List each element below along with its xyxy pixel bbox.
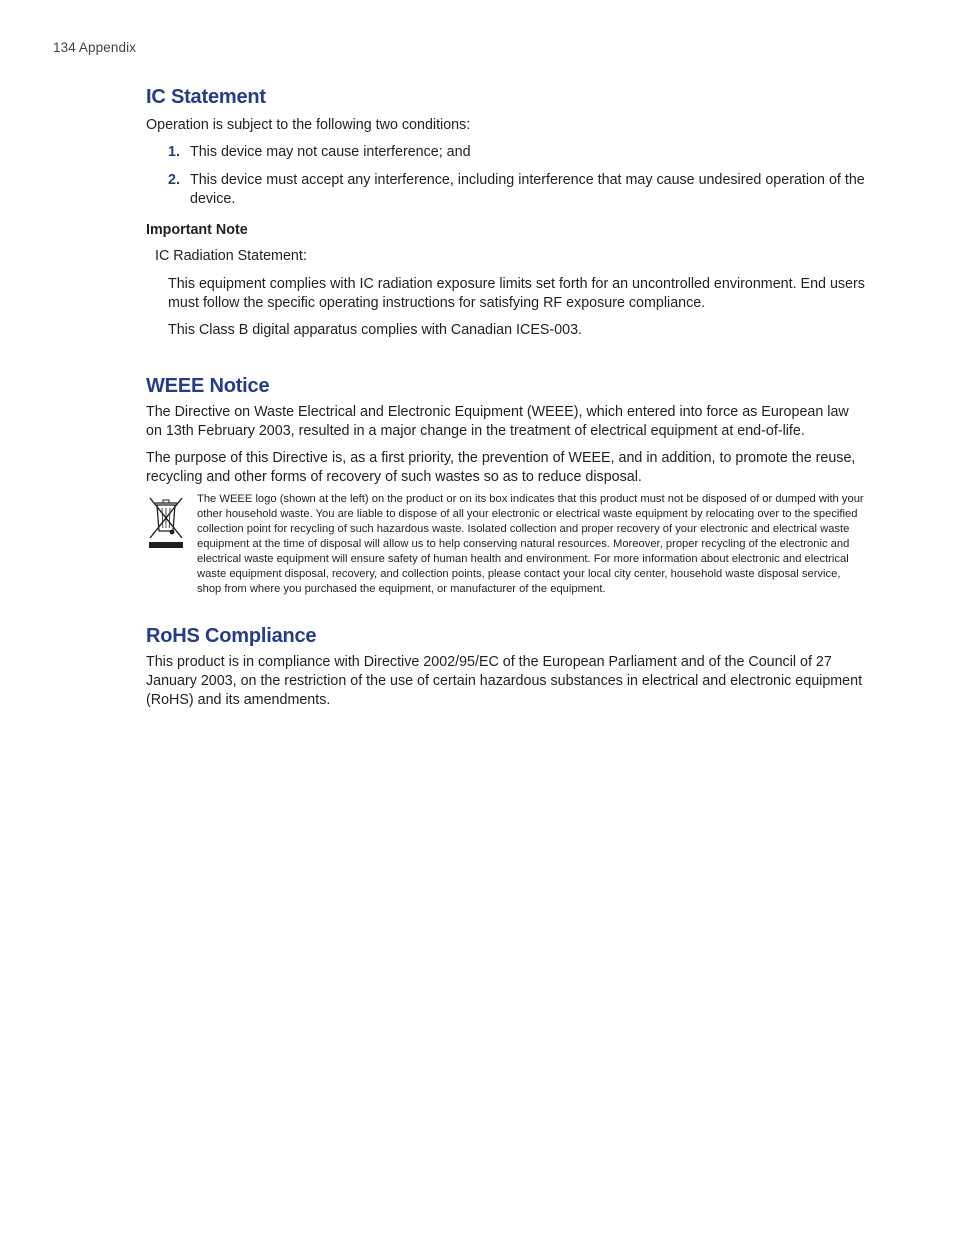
list-item-text: This device must accept any interference, including interference that may cause undesired operation of the device.	[190, 172, 865, 207]
exposure-paragraph: This equipment complies with IC radiation exposure limits set forth for an uncontrolled environment. End users must follow the specific operating instructions for satisfying RF exposure compliance.	[168, 276, 865, 311]
rohs-paragraph: This product is in compliance with Directive 2002/95/EC of the European Parliament and of the Council of 27 January 2003, on the restriction of the use of certain hazardous substances in electrical and electronic equipment (RoHS) and its amendments.	[146, 654, 863, 708]
ic-statement-section	[146, 84, 866, 340]
weee-logo-note	[146, 492, 866, 597]
weee-logo-description: The WEEE logo (shown at the left) on the product or on its box indicates that this product must not be disposed of or dumped with your other household waste. You are liable to dispose of all your electronic or electrical waste equipment by relocating over to the specified collection point for recycling of such hazardous waste. Isolated collection and proper recovery of your electronic and electrical waste equipment at the time of disposal will allow us to help conserving natural resources. Moreover, proper recycling of the electronic and electrical waste equipment will ensure safety of human health and environment. For more information about electronic and electrical waste equipment disposal, recovery, and collection points, please contact your local city center, household waste disposal service, shop from where you purchased the equipment, or manufacturer of the equipment.	[197, 493, 864, 595]
weee-notice-section	[146, 373, 866, 597]
conditions-list	[146, 143, 866, 209]
running-head: 134 Appendix	[53, 40, 137, 55]
list-item-number: 1.	[168, 144, 180, 160]
list-item-text: This device may not cause interference; and	[190, 144, 471, 160]
rohs-compliance-section	[146, 623, 866, 710]
weee-paragraph-1: The Directive on Waste Electrical and Electronic Equipment (WEEE), which entered into force as European law on 13th February 2003, resulted in a major change in the treatment of electrical equipment at end-of-life.	[146, 404, 849, 439]
list-item-number: 2.	[168, 172, 180, 188]
crossed-out-wheelie-bin-icon	[146, 494, 186, 550]
weee-notice-title: WEEE Notice	[146, 375, 270, 397]
radiation-statement-label: IC Radiation Statement:	[155, 248, 307, 264]
list-item	[146, 171, 866, 209]
weee-paragraph-2: The purpose of this Directive is, as a first priority, the prevention of WEEE, and in addition, to promote the reuse, recycling and other forms of recovery of such wastes so as to reduce disposal.	[146, 450, 856, 485]
page-content	[146, 84, 866, 710]
important-note-label: Important Note	[146, 222, 248, 238]
class-b-paragraph: This Class B digital apparatus complies with Canadian ICES-003.	[168, 322, 583, 338]
ic-statement-title: IC Statement	[146, 86, 266, 108]
rohs-compliance-title: RoHS Compliance	[146, 625, 317, 647]
list-item	[146, 143, 866, 162]
ic-statement-intro: Operation is subject to the following two conditions:	[146, 117, 471, 133]
